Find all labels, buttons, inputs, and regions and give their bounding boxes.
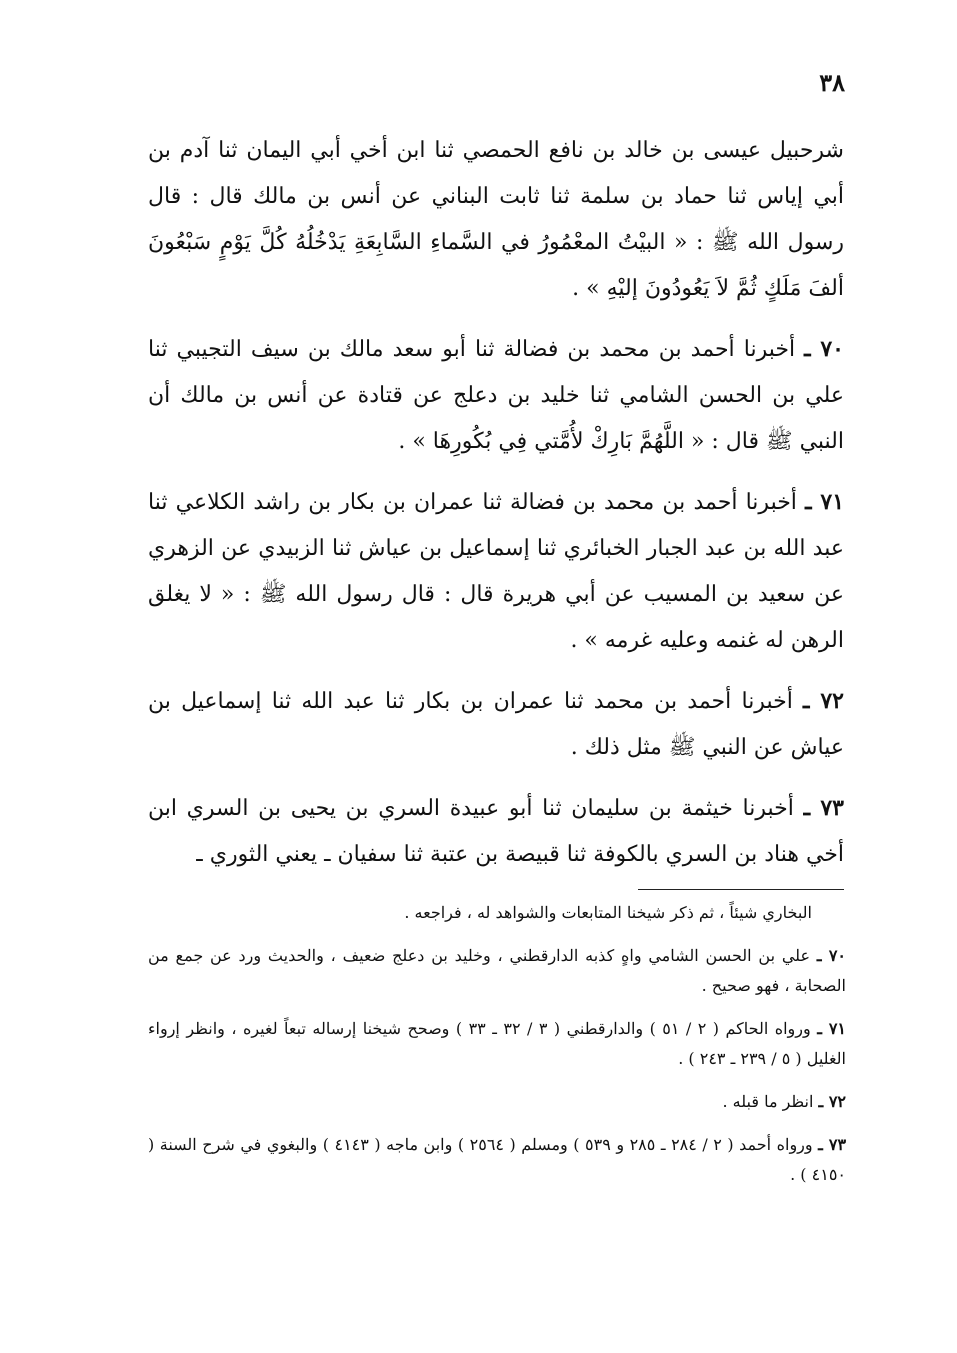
footnote-number: ٧٠ ـ — [816, 946, 847, 965]
paragraph-text: أخبرنا أحمد بن محمد بن فضالة ثنا أبو سعد مالك بن سيف التجيبي ثنا علي بن الحسن الشامي ثنا خليد بن دعلج عن قتادة عن أنس بن مالك أن النبي ﷺ قال : « اللَّهُمَّ بَارِكْ لأُمَّتي فِي بُكُورِهَا » . — [148, 337, 844, 454]
hadith-paragraph-71 — [148, 479, 844, 664]
paragraph-text: أخبرنا أحمد بن محمد بن فضالة ثنا عمران بن بكار بن راشد الكلاعي ثنا عبد الله بن عبد الجبار الخبائري ثنا إسماعيل بن عياش ثنا الزبيدي عن الزهري عن سعيد بن المسيب عن أبي هريرة قال : قال رسول الله ﷺ : « لا يغلق الرهن له غنمه وعليه غرمه » . — [148, 490, 844, 653]
footnote-text: ورواه أحمد ( ٢ / ٢٨٤ ـ ٢٨٥ و ٥٣٩ ) ومسلم ( ٢٥٦٤ ) وابن ماجه ( ٤١٤٣ ) والبغوي في شرح السنة ( ٤١٥٠ ) . — [148, 1135, 846, 1184]
paragraph-text: أخبرنا خيثمة بن سليمان ثنا أبو عبيدة السري بن يحيى بن السري ابن أخي هناد بن السري بالكوفة ثنا قبيصة بن عتبة ثنا سفيان ـ يعني الثوري ـ — [148, 796, 844, 867]
footnote-continued — [148, 898, 846, 928]
footnote-text: انظر ما قبله . — [722, 1092, 814, 1111]
hadith-number: ٧٣ ـ — [803, 795, 844, 821]
main-text — [148, 128, 844, 892]
footnote-text: البخاري شيئاً ، ثم ذكر شيخنا المتابعات والشواهد له ، فراجعه . — [404, 903, 812, 922]
footnote-number: ٧٢ ـ — [818, 1092, 846, 1111]
footnote-text: ورواه الحاكم ( ٢ / ٥١ ) والدارقطني ( ٣ / ٣٢ ـ ٣٣ ) وصحح شيخنا إرساله تبعاً لغيره ، وانظر إرواء الغليل ( ٥ / ٢٣٩ ـ ٢٤٣ ) . — [148, 1019, 846, 1068]
footnote-71 — [148, 1014, 846, 1074]
hadith-paragraph-continued — [148, 128, 844, 312]
hadith-paragraph-70 — [148, 326, 844, 465]
paragraph-text: أخبرنا أحمد بن محمد ثنا عمران بن بكار ثنا عبد الله ثنا إسماعيل بن عياش عن النبي ﷺ مثل ذلك . — [148, 689, 844, 760]
hadith-number: ٧٠ ـ — [804, 336, 844, 362]
footnote-72 — [148, 1087, 846, 1117]
page-number: ٣٨ — [819, 68, 845, 97]
footnote-number: ٧٣ ـ — [818, 1135, 847, 1154]
footnote-73 — [148, 1130, 846, 1190]
footnote-number: ٧١ ـ — [817, 1019, 846, 1038]
footnote-separator — [638, 889, 844, 890]
paragraph-text: شرحبيل عيسى بن خالد بن نافع الحمصي ثنا ابن أخي أبي اليمان ثنا آدم بن أبي إياس ثنا حماد بن سلمة ثنا ثابت البناني عن أنس بن مالك قال : قال رسول الله ﷺ : « البيْتُ المعْمُورُ في السَّماءِ السَّابِعَةِ يَدْخُلُهُ كُلَّ يَوْمٍ سَبْعُونَ ألفَ مَلَكٍ ثُمَّ لاَ يَعُودُونَ إليْهِ » . — [148, 138, 844, 301]
hadith-number: ٧٢ ـ — [803, 688, 844, 714]
footnote-70 — [148, 941, 846, 1001]
footnotes — [148, 898, 846, 1203]
hadith-number: ٧١ ـ — [805, 489, 845, 515]
hadith-paragraph-72 — [148, 678, 844, 771]
hadith-paragraph-73 — [148, 785, 844, 878]
footnote-text: علي بن الحسن الشامي واهٍ كذبه الدارقطني ، وخليد بن دعلج ضعيف ، والحديث ورد عن جمع من الصحابة ، فهو صحيح . — [148, 946, 846, 995]
